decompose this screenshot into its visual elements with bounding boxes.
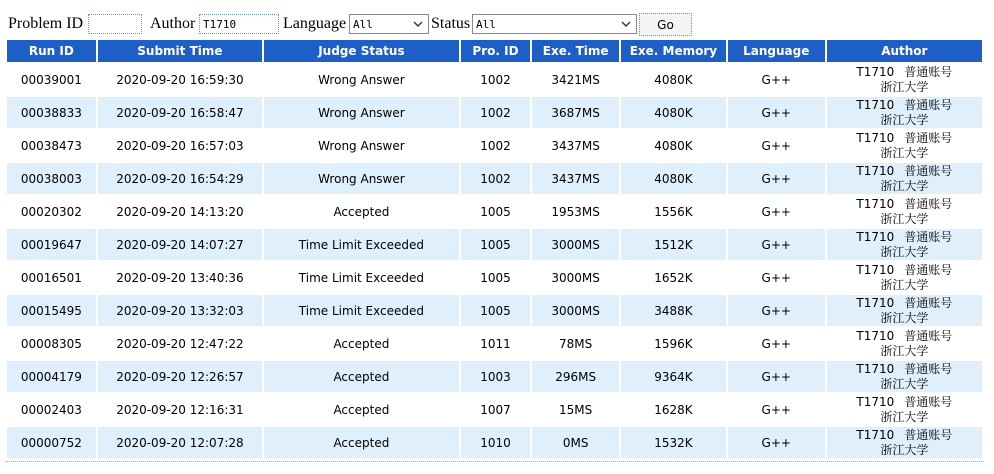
exe-memory-cell: 1628K xyxy=(621,394,726,427)
submit-time-cell: 2020-09-20 14:07:27 xyxy=(98,229,262,262)
author-line-1 xyxy=(827,131,982,146)
submit-time-cell: 2020-09-20 12:26:57 xyxy=(98,361,262,394)
problem-id-link[interactable]: 1003 xyxy=(461,361,531,394)
problem-id-link[interactable]: 1005 xyxy=(461,229,531,262)
table-row xyxy=(7,130,982,163)
run-id-cell: 00004179 xyxy=(7,361,96,394)
status-label: Status xyxy=(431,15,471,32)
author-account-type: 普通账号 xyxy=(904,130,953,145)
run-id-cell: 00016501 xyxy=(7,262,96,295)
author-line-1 xyxy=(827,362,982,377)
exe-time-cell: 3000MS xyxy=(532,295,619,328)
run-id-cell: 00038833 xyxy=(7,97,96,130)
problem-id-link[interactable]: 1010 xyxy=(461,427,531,460)
language-link[interactable]: G++ xyxy=(728,130,825,163)
problem-id-link[interactable]: 1011 xyxy=(461,328,531,361)
language-link[interactable]: G++ xyxy=(728,361,825,394)
run-id-cell: 00020302 xyxy=(7,196,96,229)
language-link[interactable]: G++ xyxy=(728,295,825,328)
author-school: 浙江大学 xyxy=(880,277,929,292)
exe-memory-cell: 9364K xyxy=(621,361,726,394)
author-school: 浙江大学 xyxy=(880,409,929,424)
table-row xyxy=(7,328,982,361)
language-link[interactable]: G++ xyxy=(728,64,825,97)
chevron-down-icon xyxy=(621,19,631,29)
run-id-cell: 00019647 xyxy=(7,229,96,262)
problem-id-link[interactable]: 1007 xyxy=(461,394,531,427)
author-id: T1710 xyxy=(856,64,895,79)
problem-id-link[interactable]: 1002 xyxy=(461,64,531,97)
exe-memory-cell: 4080K xyxy=(621,97,726,130)
language-select-value: All xyxy=(353,18,373,31)
author-school: 浙江大学 xyxy=(880,145,929,160)
submit-time-cell: 2020-09-20 16:59:30 xyxy=(98,64,262,97)
author-school: 浙江大学 xyxy=(880,376,929,391)
language-link[interactable]: G++ xyxy=(728,163,825,196)
author-account-type: 普通账号 xyxy=(904,163,953,178)
author-cell[interactable] xyxy=(827,295,982,328)
exe-memory-cell: 4080K xyxy=(621,130,726,163)
author-cell[interactable] xyxy=(827,130,982,163)
author-cell[interactable] xyxy=(827,328,982,361)
author-account-type: 普通账号 xyxy=(904,64,953,79)
exe-memory-cell: 4080K xyxy=(621,64,726,97)
judge-status-cell: Wrong Answer xyxy=(264,97,459,130)
author-cell[interactable] xyxy=(827,394,982,427)
submit-time-cell: 2020-09-20 13:40:36 xyxy=(98,262,262,295)
author-input[interactable]: T1710 xyxy=(199,14,279,34)
language-link[interactable]: G++ xyxy=(728,97,825,130)
run-id-cell: 00000752 xyxy=(7,427,96,460)
judge-status-cell: Time Limit Exceeded xyxy=(264,295,459,328)
author-line-1 xyxy=(827,263,982,278)
exe-memory-cell: 1532K xyxy=(621,427,726,460)
run-id-cell: 00015495 xyxy=(7,295,96,328)
status-table xyxy=(5,40,984,460)
problem-id-link[interactable]: 1002 xyxy=(461,97,531,130)
go-button[interactable]: Go xyxy=(639,13,692,36)
author-line-1 xyxy=(827,98,982,113)
author-cell[interactable] xyxy=(827,97,982,130)
author-school: 浙江大学 xyxy=(880,442,929,457)
author-cell[interactable] xyxy=(827,196,982,229)
submit-time-cell: 2020-09-20 16:57:03 xyxy=(98,130,262,163)
author-cell[interactable] xyxy=(827,427,982,460)
header-exe-memory: Exe. Memory xyxy=(621,40,726,64)
exe-time-cell: 3421MS xyxy=(532,64,619,97)
header-submit-time: Submit Time xyxy=(98,40,262,64)
author-account-type: 普通账号 xyxy=(904,295,953,310)
header-run-id: Run ID xyxy=(7,40,96,64)
header-judge-status: Judge Status xyxy=(264,40,459,64)
author-id: T1710 xyxy=(856,163,895,178)
author-school: 浙江大学 xyxy=(880,343,929,358)
author-line-1 xyxy=(827,164,982,179)
author-line-1 xyxy=(827,329,982,344)
language-link[interactable]: G++ xyxy=(728,394,825,427)
exe-memory-cell: 1512K xyxy=(621,229,726,262)
header-pro-id: Pro. ID xyxy=(461,40,531,64)
language-link[interactable]: G++ xyxy=(728,328,825,361)
table-row xyxy=(7,97,982,130)
judge-status-cell: Accepted xyxy=(264,361,459,394)
language-label: Language xyxy=(283,15,347,32)
submit-time-cell: 2020-09-20 13:32:03 xyxy=(98,295,262,328)
exe-memory-cell: 1652K xyxy=(621,262,726,295)
author-cell[interactable] xyxy=(827,361,982,394)
author-account-type: 普通账号 xyxy=(904,427,953,442)
author-school: 浙江大学 xyxy=(880,244,929,259)
problem-id-link[interactable]: 1005 xyxy=(461,196,531,229)
run-id-cell: 00038003 xyxy=(7,163,96,196)
author-id: T1710 xyxy=(856,328,895,343)
language-link[interactable]: G++ xyxy=(728,427,825,460)
author-id: T1710 xyxy=(856,196,895,211)
author-line-1 xyxy=(827,428,982,443)
problem-id-link[interactable]: 1002 xyxy=(461,130,531,163)
table-row xyxy=(7,163,982,196)
table-row xyxy=(7,361,982,394)
chevron-down-icon xyxy=(413,19,423,29)
author-school: 浙江大学 xyxy=(880,178,929,193)
author-school: 浙江大学 xyxy=(880,310,929,325)
table-row xyxy=(7,262,982,295)
table-header-row xyxy=(7,40,982,64)
author-account-type: 普通账号 xyxy=(904,229,953,244)
author-account-type: 普通账号 xyxy=(904,262,953,277)
filter-bar xyxy=(0,0,994,40)
exe-memory-cell: 1596K xyxy=(621,328,726,361)
exe-time-cell: 3000MS xyxy=(532,262,619,295)
table-row xyxy=(7,229,982,262)
author-id: T1710 xyxy=(856,361,895,376)
table-row xyxy=(7,427,982,460)
exe-time-cell: 296MS xyxy=(532,361,619,394)
table-row xyxy=(7,394,982,427)
author-cell[interactable] xyxy=(827,64,982,97)
author-school: 浙江大学 xyxy=(880,79,929,94)
exe-memory-cell: 3488K xyxy=(621,295,726,328)
author-id: T1710 xyxy=(856,262,895,277)
judge-status-cell: Accepted xyxy=(264,394,459,427)
author-line-1 xyxy=(827,296,982,311)
author-account-type: 普通账号 xyxy=(904,97,953,112)
author-account-type: 普通账号 xyxy=(904,361,953,376)
author-id: T1710 xyxy=(856,97,895,112)
run-id-cell: 00002403 xyxy=(7,394,96,427)
judge-status-cell: Accepted xyxy=(264,427,459,460)
author-id: T1710 xyxy=(856,427,895,442)
problem-id-link[interactable]: 1002 xyxy=(461,163,531,196)
run-id-cell: 00038473 xyxy=(7,130,96,163)
submit-time-cell: 2020-09-20 16:58:47 xyxy=(98,97,262,130)
exe-time-cell: 3687MS xyxy=(532,97,619,130)
author-school: 浙江大学 xyxy=(880,112,929,127)
author-account-type: 普通账号 xyxy=(904,328,953,343)
author-id: T1710 xyxy=(856,130,895,145)
author-account-type: 普通账号 xyxy=(904,394,953,409)
author-line-1 xyxy=(827,65,982,80)
submit-time-cell: 2020-09-20 12:47:22 xyxy=(98,328,262,361)
header-language: Language xyxy=(728,40,825,64)
table-row xyxy=(7,295,982,328)
author-id: T1710 xyxy=(856,295,895,310)
exe-memory-cell: 4080K xyxy=(621,163,726,196)
judge-status-cell: Wrong Answer xyxy=(264,130,459,163)
exe-time-cell: 3437MS xyxy=(532,130,619,163)
language-link[interactable]: G++ xyxy=(728,229,825,262)
author-id: T1710 xyxy=(856,229,895,244)
author-account-type: 普通账号 xyxy=(904,196,953,211)
author-line-1 xyxy=(827,197,982,212)
status-select[interactable] xyxy=(472,14,637,34)
judge-status-cell: Accepted xyxy=(264,328,459,361)
header-author: Author xyxy=(827,40,982,64)
problem-id-input[interactable] xyxy=(88,14,142,34)
run-id-cell: 00039001 xyxy=(7,64,96,97)
judge-status-cell: Accepted xyxy=(264,196,459,229)
judge-status-cell: Time Limit Exceeded xyxy=(264,262,459,295)
author-cell[interactable] xyxy=(827,262,982,295)
judge-status-cell: Wrong Answer xyxy=(264,64,459,97)
exe-time-cell: 15MS xyxy=(532,394,619,427)
table-row xyxy=(7,64,982,97)
table-bottom-divider xyxy=(5,461,984,462)
submit-time-cell: 2020-09-20 12:16:31 xyxy=(98,394,262,427)
language-link[interactable]: G++ xyxy=(728,196,825,229)
exe-time-cell: 78MS xyxy=(532,328,619,361)
submit-time-cell: 2020-09-20 12:07:28 xyxy=(98,427,262,460)
author-line-1 xyxy=(827,230,982,245)
judge-status-cell: Wrong Answer xyxy=(264,163,459,196)
problem-id-link[interactable]: 1005 xyxy=(461,295,531,328)
exe-time-cell: 1953MS xyxy=(532,196,619,229)
run-id-cell: 00008305 xyxy=(7,328,96,361)
submit-time-cell: 2020-09-20 16:54:29 xyxy=(98,163,262,196)
author-school: 浙江大学 xyxy=(880,211,929,226)
author-line-1 xyxy=(827,395,982,410)
author-cell[interactable] xyxy=(827,163,982,196)
author-id: T1710 xyxy=(856,394,895,409)
submit-time-cell: 2020-09-20 14:13:20 xyxy=(98,196,262,229)
problem-id-label: Problem ID xyxy=(8,15,84,32)
table-body xyxy=(7,64,982,460)
exe-time-cell: 3437MS xyxy=(532,163,619,196)
header-exe-time: Exe. Time xyxy=(532,40,619,64)
exe-time-cell: 0MS xyxy=(532,427,619,460)
author-label: Author xyxy=(150,15,196,32)
author-cell[interactable] xyxy=(827,229,982,262)
status-select-value: All xyxy=(476,18,496,31)
table-row xyxy=(7,196,982,229)
exe-time-cell: 3000MS xyxy=(532,229,619,262)
language-link[interactable]: G++ xyxy=(728,262,825,295)
judge-status-cell: Time Limit Exceeded xyxy=(264,229,459,262)
problem-id-link[interactable]: 1005 xyxy=(461,262,531,295)
exe-memory-cell: 1556K xyxy=(621,196,726,229)
language-select[interactable] xyxy=(349,14,429,34)
